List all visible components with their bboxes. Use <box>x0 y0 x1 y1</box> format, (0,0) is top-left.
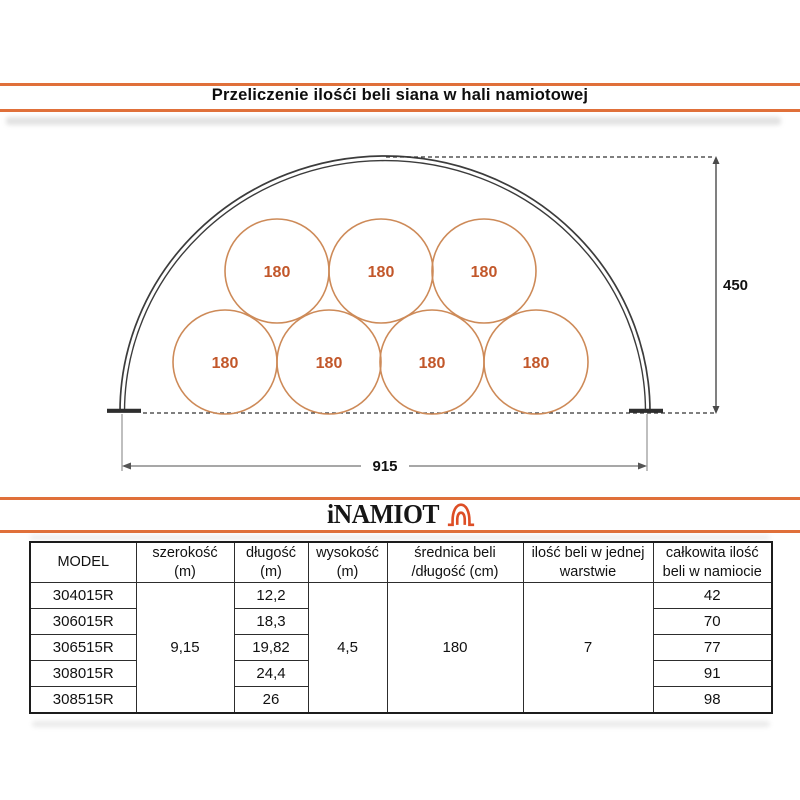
col-header-dlugosc: długość (m) <box>234 542 308 583</box>
bale-diameter-label: 180 <box>263 264 291 281</box>
dlugosc-cell: 26 <box>234 687 308 713</box>
model-cell: 308015R <box>30 661 136 687</box>
model-cell: 306515R <box>30 635 136 661</box>
bale-diameter-label: 180 <box>522 355 550 372</box>
scan-artifact-streak <box>6 117 781 125</box>
bale-diameter-label: 180 <box>470 264 498 281</box>
dlugosc-cell: 24,4 <box>234 661 308 687</box>
total-cell: 91 <box>653 661 772 687</box>
total-cell: 42 <box>653 583 772 609</box>
total-cell: 98 <box>653 687 772 713</box>
tent-cross-section-diagram <box>0 140 800 485</box>
height-dimension-label: 450 <box>723 277 749 294</box>
col-header-wysokosc: wysokość (m) <box>308 542 387 583</box>
bale-diameter-label: 180 <box>367 264 395 281</box>
bale-diameter-label: 180 <box>211 355 239 372</box>
width-dim-arrow-left <box>122 463 131 470</box>
bale-diameter-label: 180 <box>315 355 343 372</box>
srednica-merged-cell: 180 <box>387 583 523 713</box>
col-header-model: MODEL <box>30 542 136 583</box>
dlugosc-cell: 19,82 <box>234 635 308 661</box>
model-spec-table <box>29 541 773 714</box>
total-cell: 70 <box>653 609 772 635</box>
col-header-calkowita-ilosc: całkowita ilość beli w namiocie <box>653 542 772 583</box>
bale-diameter-label: 180 <box>418 355 446 372</box>
scan-artifact-streak <box>30 535 770 540</box>
col-header-srednica-beli: średnica beli /długość (cm) <box>387 542 523 583</box>
col-header-szerokosc: szerokość (m) <box>136 542 234 583</box>
inamiot-logo <box>0 500 800 529</box>
width-dim-arrow-right <box>638 463 647 470</box>
total-cell: 77 <box>653 635 772 661</box>
dlugosc-cell: 18,3 <box>234 609 308 635</box>
col-header-ilosc-beli-warstwa: ilość beli w jednej warstwie <box>523 542 653 583</box>
arch-inner-outline <box>125 161 646 412</box>
model-cell: 308515R <box>30 687 136 713</box>
model-cell: 304015R <box>30 583 136 609</box>
dlugosc-cell: 12,2 <box>234 583 308 609</box>
height-dim-arrow-up <box>713 156 720 164</box>
scan-artifact-streak <box>32 721 770 727</box>
width-dimension-label: 915 <box>372 458 398 475</box>
logo-band-bottom-rule <box>0 530 800 533</box>
title-band-bottom-rule <box>0 109 800 112</box>
table-header-row <box>30 542 772 583</box>
tent-house-icon <box>446 501 476 528</box>
wysokosc-merged-cell: 4,5 <box>308 583 387 713</box>
table-row <box>30 583 772 609</box>
inamiot-logo-text: iNAMIOT <box>326 499 440 529</box>
arch-outer-outline <box>120 156 650 412</box>
szerokosc-merged-cell: 9,15 <box>136 583 234 713</box>
warstwa-merged-cell: 7 <box>523 583 653 713</box>
page-title: Przeliczenie ilośći beli siana w hali namiotowej <box>211 86 589 104</box>
model-cell: 306015R <box>30 609 136 635</box>
